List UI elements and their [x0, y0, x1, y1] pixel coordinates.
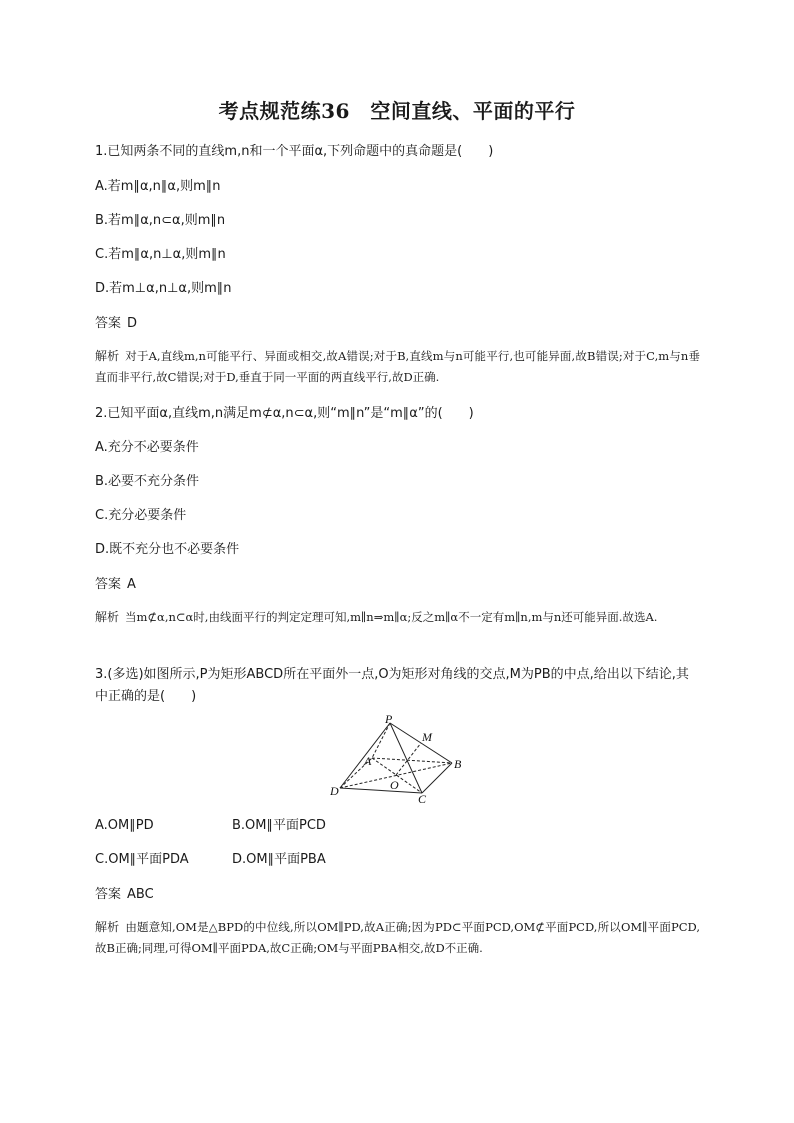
q3-option-b: B.OM∥平面PCD [232, 818, 326, 833]
label-a: A [364, 754, 372, 768]
label-o: O [390, 778, 399, 792]
q3-options-row-1 [95, 817, 326, 835]
page-title: 考点规范练36 空间直线、平面的平行 [218, 99, 576, 123]
q1-option-d: D.若m⊥α,n⊥α,则m∥n [95, 281, 232, 296]
edge-ab [372, 758, 452, 763]
label-p: P [385, 713, 393, 726]
q2-option-c: C.充分必要条件 [95, 508, 187, 523]
answer-value: D [127, 316, 138, 331]
pyramid-diagram [330, 713, 470, 803]
q1-stem: 1.已知两条不同的直线m,n和一个平面α,下列命题中的真命题是( ) [95, 144, 494, 159]
analysis-label: 解析 [95, 349, 120, 363]
q3-answer [95, 886, 700, 904]
q2-option-d: D.既不充分也不必要条件 [95, 542, 240, 557]
q2-option-a: A.充分不必要条件 [95, 440, 199, 455]
label-d: D [330, 784, 339, 798]
q2-analysis [95, 607, 700, 628]
answer-label: 答案 [95, 316, 122, 331]
q3-analysis [95, 917, 700, 959]
analysis-text: 对于A,直线m,n可能平行、异面或相交,故A错误;对于B,直线m与n可能平行,也可能异面,故B错误;对于C,m与n垂直而非平行,故C错误;对于D,垂直于同一平面的两直线平行,故D正确. [95, 349, 700, 384]
segment-om [396, 743, 421, 775]
q1-answer [95, 315, 700, 333]
analysis-text: 由题意知,OM是△BPD的中位线,所以OM∥PD,故A正确;因为PD⊂平面PCD,OM⊄平面PCD,所以OM∥平面PCD,故B正确;同理,可得OM∥平面PDA,故C正确;OM与平面PBA相交,故D不正确. [95, 920, 700, 955]
q1-analysis [95, 346, 700, 388]
answer-value: A [127, 577, 136, 592]
q1-option-b: B.若m∥α,n⊂α,则m∥n [95, 213, 226, 228]
analysis-label: 解析 [95, 920, 120, 934]
q1-option-a: A.若m∥α,n∥α,则m∥n [95, 179, 221, 194]
q2-stem: 2.已知平面α,直线m,n满足m⊄α,n⊂α,则“m∥n”是“m∥α”的( ) [95, 406, 474, 421]
q1-option-c: C.若m∥α,n⊥α,则m∥n [95, 247, 226, 262]
analysis-label: 解析 [95, 610, 120, 624]
q2-option-b: B.必要不充分条件 [95, 474, 200, 489]
edge-dc [340, 788, 422, 793]
label-b: B [454, 757, 462, 771]
edge-pa [372, 723, 390, 758]
q3-option-d: D.OM∥平面PBA [232, 852, 326, 867]
q3-option-a: A.OM∥PD [95, 818, 154, 833]
q3-option-c: C.OM∥平面PDA [95, 852, 189, 867]
analysis-text: 当m⊄α,n⊂α时,由线面平行的判定定理可知,m∥n⇒m∥α;反之m∥α不一定有m∥n,m与n还可能异面.故选A. [125, 610, 658, 624]
answer-label: 答案 [95, 887, 122, 902]
q3-stem: 3.(多选)如图所示,P为矩形ABCD所在平面外一点,O为矩形对角线的交点,M为PB的中点,给出以下结论,其中正确的是( ) [95, 667, 689, 704]
label-c: C [418, 792, 427, 803]
answer-label: 答案 [95, 577, 122, 592]
label-m: M [422, 730, 432, 744]
edge-cb [422, 763, 452, 793]
answer-value: ABC [127, 887, 154, 902]
q2-answer [95, 576, 700, 594]
q3-options-row-2 [95, 851, 326, 869]
pyramid-figure [330, 713, 470, 803]
